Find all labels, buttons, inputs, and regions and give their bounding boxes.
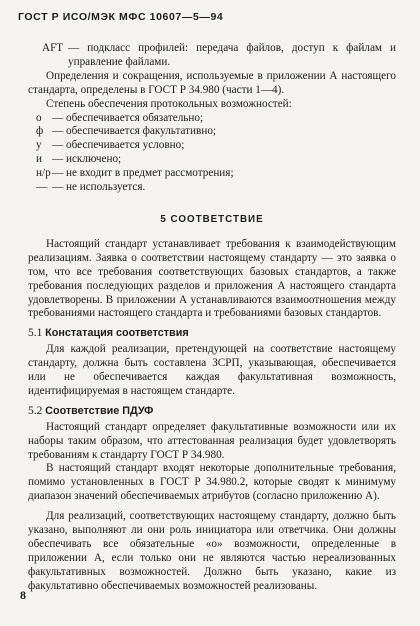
level-key: н/р bbox=[36, 167, 51, 180]
definition-text: — подкласс профилей: передача файлов, доступ к файлам и управление файлами. bbox=[68, 42, 396, 68]
level-key: у bbox=[36, 139, 42, 152]
subsection-title: Констатация соответствия bbox=[45, 327, 189, 340]
list-item bbox=[28, 125, 396, 139]
level-key: — bbox=[36, 181, 48, 194]
list-item bbox=[28, 139, 396, 153]
levels-list bbox=[28, 112, 396, 195]
level-text: — не входит в предмет рассмотрения; bbox=[52, 167, 234, 180]
paragraph-section-5-1: Для каждой реализации, претендующей на соответствие настоящему стандарту, должна быть составлена ЗСРП, указывающая, обеспечивается или не обеспечивается каждая факультативная возможность, идентифицируемая в настоящем стандарте. bbox=[28, 343, 396, 397]
subsection-title: Соответствие ПДУФ bbox=[45, 404, 154, 417]
level-text: — обеспечивается факультативно; bbox=[52, 125, 217, 138]
subsection-number: 5.1 bbox=[28, 327, 43, 340]
paragraph-section-5-2-a: Настоящий стандарт определяет факультативные возможности или их наборы таким образом, что аттестованная реализация будет удовлетворять требованиям к стандарту ГОСТ Р 34.980. bbox=[28, 420, 396, 461]
level-text: — исключено; bbox=[52, 153, 122, 166]
level-key: о bbox=[36, 111, 42, 124]
level-text: — обеспечивается обязательно; bbox=[52, 111, 204, 124]
paragraph-definitions: Определения и сокращения, используемые в приложении А настоящего стандарта, определены в ГОСТ Р 34.980 (части 1—4). bbox=[28, 69, 396, 96]
level-key: ф bbox=[36, 125, 44, 138]
definition-aft bbox=[28, 42, 396, 70]
list-item bbox=[28, 167, 396, 181]
paragraph-section-5-2-c: Для реализаций, соответствующих настоящему стандарту, должно быть указано, выполняют ли они роль инициатора или ответчика. Они должны обеспечивать все обязательные «о» возможности, определенные в приложении А, если только они не являются частью нереализованных факультативных возможностей. Должно быть указано, какие из факультативно обеспечиваемых возможностей реализованы. bbox=[28, 510, 396, 592]
page-body bbox=[28, 42, 396, 594]
level-key: и bbox=[36, 153, 42, 166]
page-header: ГОСТ Р ИСО/МЭК МФС 10607—5—94 bbox=[18, 11, 224, 23]
page-number: 8 bbox=[20, 588, 26, 602]
paragraph-section-5: Настоящий стандарт устанавливает требования к взаимодействующим реализациям. Заявка о соответствии настоящему стандарту — это заявка о том, что все требования соответствующих базовых стандартов, а также требования последующих разделов и приложения А настоящего стандарта удовлетворены. В приложении А устанавливаются взаимоотношения между требованиями настоящего стандарта и требованиями базовых стандартов. bbox=[28, 237, 396, 320]
level-text: — не используется. bbox=[52, 181, 146, 194]
paragraph-section-5-2-b: В настоящий стандарт входят некоторые дополнительные требования, помимо установленных в ГОСТ Р 34.980.2, которые сводят к минимуму диапазон значений обеспечиваемых атрибутов (согласно приложению А). bbox=[28, 462, 396, 503]
subsection-5-2-heading bbox=[28, 405, 396, 419]
list-item bbox=[28, 112, 396, 126]
level-text: — обеспечивается условно; bbox=[52, 139, 185, 152]
paragraph-levels-intro: Степень обеспечения протокольных возможностей: bbox=[46, 97, 292, 110]
definition-term: AFT bbox=[42, 42, 64, 54]
section-5-title: 5 СООТВЕТСТВИЕ bbox=[160, 213, 264, 225]
subsection-number: 5.2 bbox=[28, 404, 43, 417]
list-item bbox=[28, 153, 396, 167]
list-item bbox=[28, 181, 396, 195]
subsection-5-1-heading bbox=[28, 327, 396, 341]
